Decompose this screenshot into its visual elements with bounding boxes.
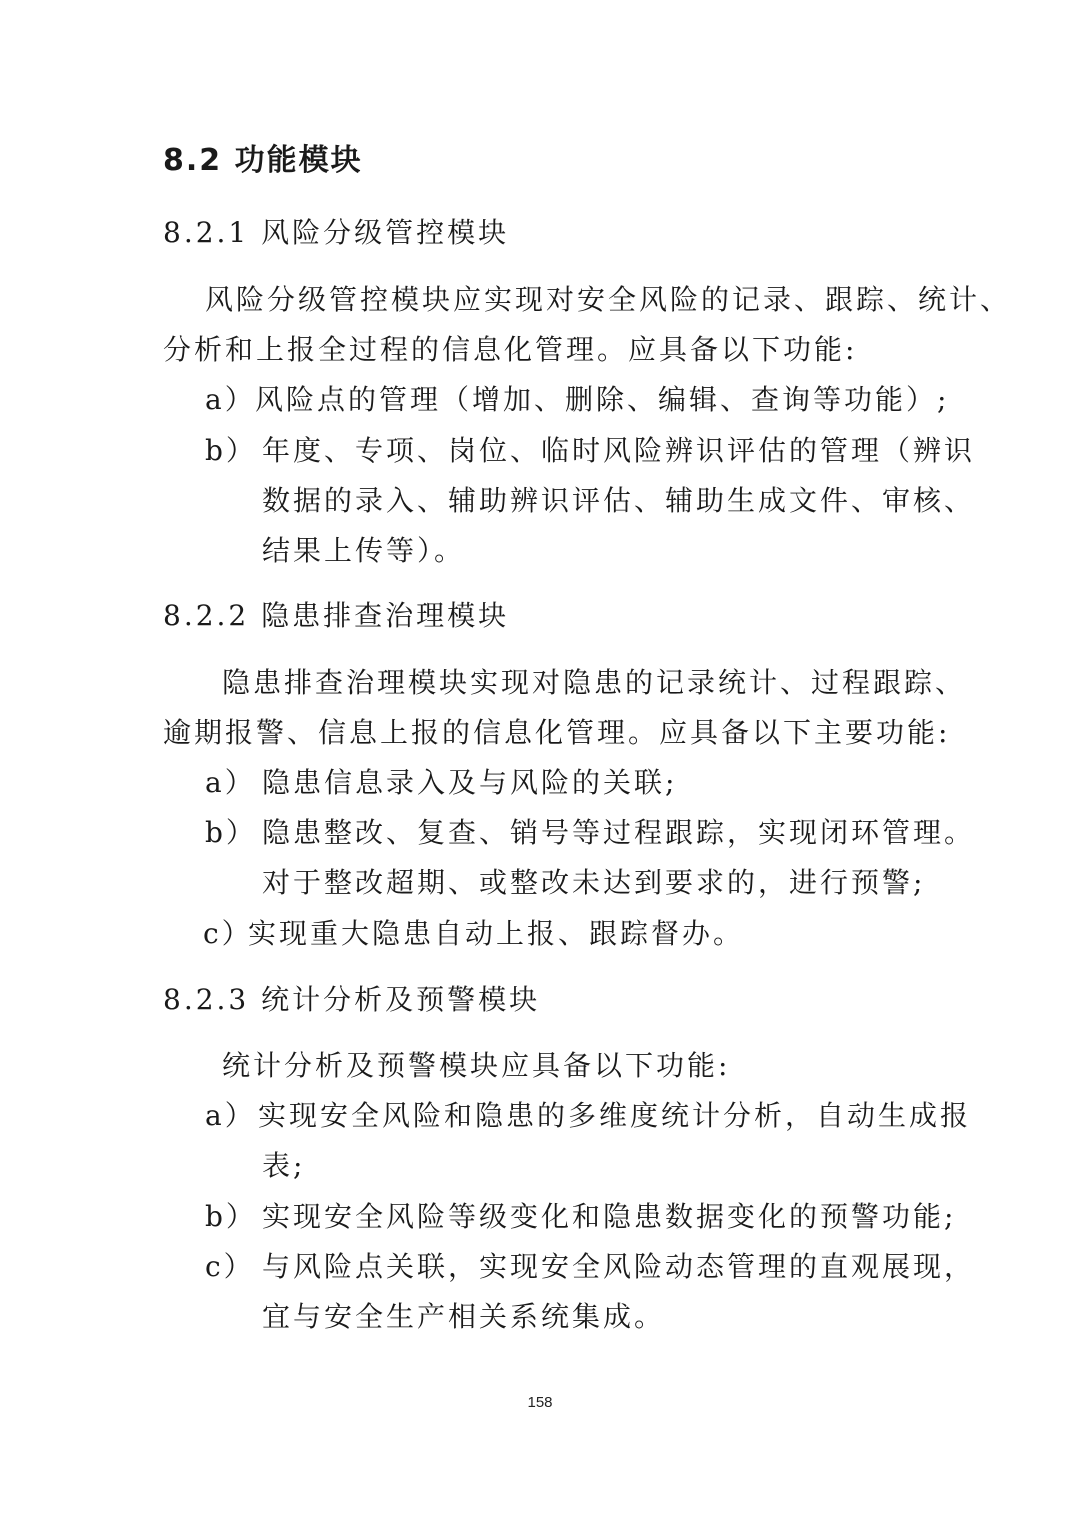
paragraph-line: 逾期报警、信息上报的信息化管理。应具备以下主要功能: bbox=[163, 716, 951, 749]
section-number: 8.2 bbox=[163, 143, 223, 178]
list-item-text: 隐患整改、复查、销号等过程跟踪，实现闭环管理。 bbox=[262, 816, 976, 849]
list-item-text: 结果上传等）。 bbox=[262, 534, 466, 567]
list-item-marker: a） bbox=[205, 766, 256, 799]
list-item-text: 实现安全风险和隐患的多维度统计分析，自动生成报 bbox=[258, 1099, 972, 1132]
list-item-marker: c） bbox=[203, 917, 253, 950]
paragraph-line: 隐患排查治理模块实现对隐患的记录统计、过程跟踪、 bbox=[222, 666, 967, 699]
paragraph-line: 风险分级管控模块应实现对安全风险的记录、跟踪、统计、 bbox=[205, 283, 1012, 316]
subsection-heading-822: 8.2.2 隐患排查治理模块 bbox=[163, 599, 510, 632]
list-item-marker: a） bbox=[205, 1099, 256, 1132]
list-item-text: 实现重大隐患自动上报、跟踪督办。 bbox=[248, 917, 745, 950]
list-item-marker: b） bbox=[205, 1200, 257, 1233]
section-heading bbox=[163, 141, 363, 181]
page-number: 158 bbox=[527, 1394, 553, 1411]
list-item-text: 与风险点关联，实现安全风险动态管理的直观展现， bbox=[262, 1250, 976, 1283]
paragraph-line: 分析和上报全过程的信息化管理。应具备以下功能: bbox=[163, 333, 858, 366]
list-item-text: 数据的录入、辅助辨识评估、辅助生成文件、审核、 bbox=[262, 484, 976, 517]
list-item-text: 宜与安全生产相关系统集成。 bbox=[262, 1300, 666, 1333]
list-item-marker: b） bbox=[205, 816, 257, 849]
list-item-marker: c） bbox=[205, 1250, 255, 1283]
list-item-text: 实现安全风险等级变化和隐患数据变化的预警功能; bbox=[262, 1200, 957, 1233]
paragraph-line: 统计分析及预警模块应具备以下功能: bbox=[222, 1049, 731, 1082]
list-item-text: 年度、专项、岗位、临时风险辨识评估的管理（辨识 bbox=[262, 434, 976, 467]
list-item-text: 对于整改超期、或整改未达到要求的，进行预警; bbox=[262, 866, 926, 899]
list-item-marker: b） bbox=[205, 434, 257, 467]
list-item-text: 隐患信息录入及与风险的关联; bbox=[262, 766, 678, 799]
subsection-heading-821: 8.2.1 风险分级管控模块 bbox=[163, 216, 510, 249]
list-item-text: 风险点的管理（增加、删除、编辑、查询等功能）; bbox=[255, 383, 950, 416]
subsection-heading-823: 8.2.3 统计分析及预警模块 bbox=[163, 983, 541, 1016]
list-item-marker: a） bbox=[205, 383, 256, 416]
list-item-text: 表; bbox=[262, 1149, 306, 1182]
section-title: 功能模块 bbox=[234, 143, 363, 178]
